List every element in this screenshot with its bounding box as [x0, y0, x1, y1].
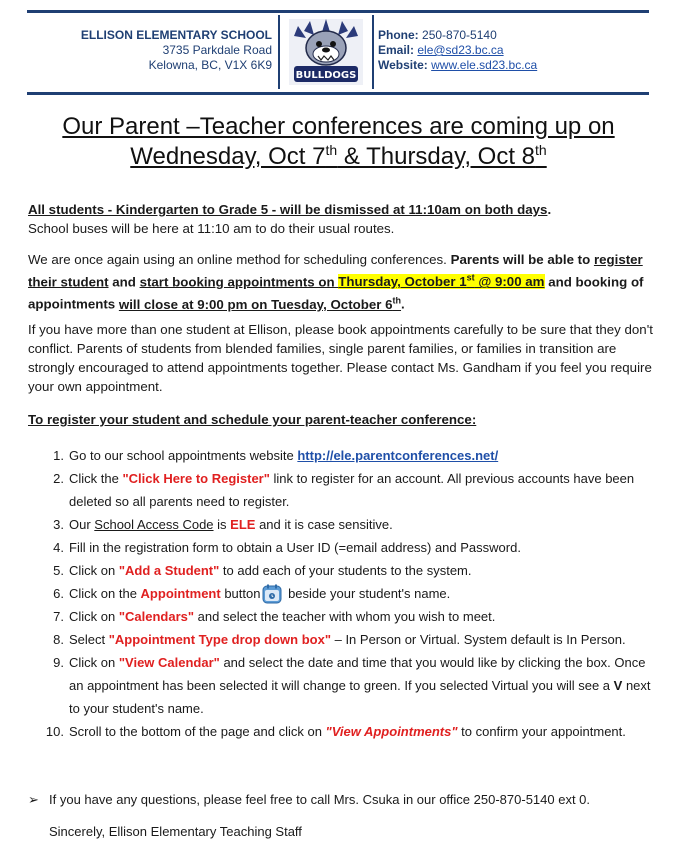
families-paragraph: If you have more than one student at Ellison, please book appointments carefully to be sure that they don't conflict. Parents of students from blended families, single parent families, or families in transition are strongly encouraged to attend appointments together. Please contact Ms. Gandham if you feel you require your own appointment.	[28, 322, 653, 394]
title-date-2: & Thursday, Oct 8	[337, 143, 536, 170]
list-item: 8. Select "Appointment Type drop down box" – In Person or Virtual. System default is In Person.	[53, 632, 626, 647]
list-item: 5. Click on "Add a Student" to add each of your students to the system.	[53, 563, 472, 578]
dismissal-notice: All students - Kindergarten to Grade 5 - will be dismissed at 11:10am on both days	[28, 202, 548, 217]
school-name: ELLISON ELEMENTARY SCHOOL	[80, 28, 272, 42]
school-address-block	[27, 28, 272, 73]
arrow-bullet-icon: ➢	[28, 792, 39, 807]
online-p4: start booking appointments on	[139, 274, 339, 290]
title-line-2	[20, 142, 657, 172]
header-top-rule	[27, 10, 649, 13]
address-line-2: Kelowna, BC, V1X 6K9	[148, 58, 272, 72]
list-item: 7. Click on "Calendars" and select the teacher with whom you wish to meet.	[53, 609, 496, 624]
list-item: 4. Fill in the registration form to obtain a User ID (=email address) and Password.	[53, 540, 521, 555]
website-label: Website:	[378, 58, 428, 72]
list-item: 10. Scroll to the bottom of the page and click on "View Appointments" to confirm your appointment.	[45, 724, 626, 739]
list-item: 3. Our School Access Code is ELE and it is case sensitive.	[53, 517, 393, 532]
contact-block	[378, 28, 648, 73]
address-line-1: 3735 Parkdale Road	[162, 43, 272, 57]
calendar-appointment-icon	[262, 584, 282, 604]
online-p7: and booking of appointments	[28, 274, 644, 312]
dismissal-paragraph	[28, 200, 658, 238]
list-item: 2. Click the "Click Here to Register" link to register for an account. All previous accounts have been deleted so all parents need to register.	[53, 471, 635, 509]
title-date-1: Wednesday, Oct 7	[130, 143, 326, 170]
online-scheduling-paragraph	[28, 250, 658, 314]
dismissal-period: .	[547, 202, 552, 217]
booking-close-date: will close at 9:00 pm on Tuesday, October 6th	[118, 295, 402, 312]
title-date-2-suffix: th	[535, 142, 547, 158]
questions-text: If you have any questions, please feel free to call Mrs. Csuka in our office 250-870-5140 ext 0.	[49, 792, 591, 807]
list-item: 9. Click on "View Calendar" and select the date and time that you would like by clicking the box. Once an appointment has been selected it will change to green. If you selected Virtual you will see a V next to your student's name.	[53, 655, 651, 716]
email-line	[378, 43, 648, 58]
title-line-1: Our Parent –Teacher conferences are coming up on	[62, 113, 615, 140]
booking-open-date: Thursday, October 1st @ 9:00 am	[338, 273, 545, 290]
appointments-website-link[interactable]: http://ele.parentconferences.net/	[297, 448, 499, 463]
bus-notice: School buses will be here at 11:10 am to do their usual routes.	[28, 221, 395, 236]
bulldog-mascot-logo	[278, 15, 374, 89]
email-link[interactable]: ele@sd23.bc.ca	[417, 43, 504, 57]
register-heading: To register your student and schedule your parent-teacher conference:	[28, 412, 477, 427]
phone-label: Phone:	[378, 28, 419, 42]
phone-number: 250-870-5140	[422, 28, 497, 42]
phone-line	[378, 28, 648, 43]
website-link[interactable]: www.ele.sd23.bc.ca	[431, 58, 538, 72]
email-label: Email:	[378, 43, 415, 57]
registration-steps	[42, 444, 658, 743]
online-p1: Parents will be able to	[450, 252, 594, 267]
bulldog-logo-icon	[288, 18, 364, 86]
page-title	[20, 112, 657, 172]
online-p2: register their student	[28, 252, 643, 290]
online-intro: We are once again using an online method for scheduling conferences.	[28, 252, 451, 267]
list-item: 6. Click on the Appointment button beside your student's name.	[42, 582, 658, 605]
title-date-1-suffix: th	[325, 142, 338, 158]
online-p9: .	[401, 296, 405, 312]
closing-signature: Sincerely, Ellison Elementary Teaching Staff	[49, 824, 302, 839]
list-item: 1. Go to our school appointments website http://ele.parentconferences.net/	[53, 448, 499, 463]
online-p3: and	[108, 274, 140, 290]
logo-banner-text: BULLDOGS	[295, 70, 357, 81]
website-line	[378, 58, 648, 73]
header-bottom-rule	[27, 92, 649, 95]
